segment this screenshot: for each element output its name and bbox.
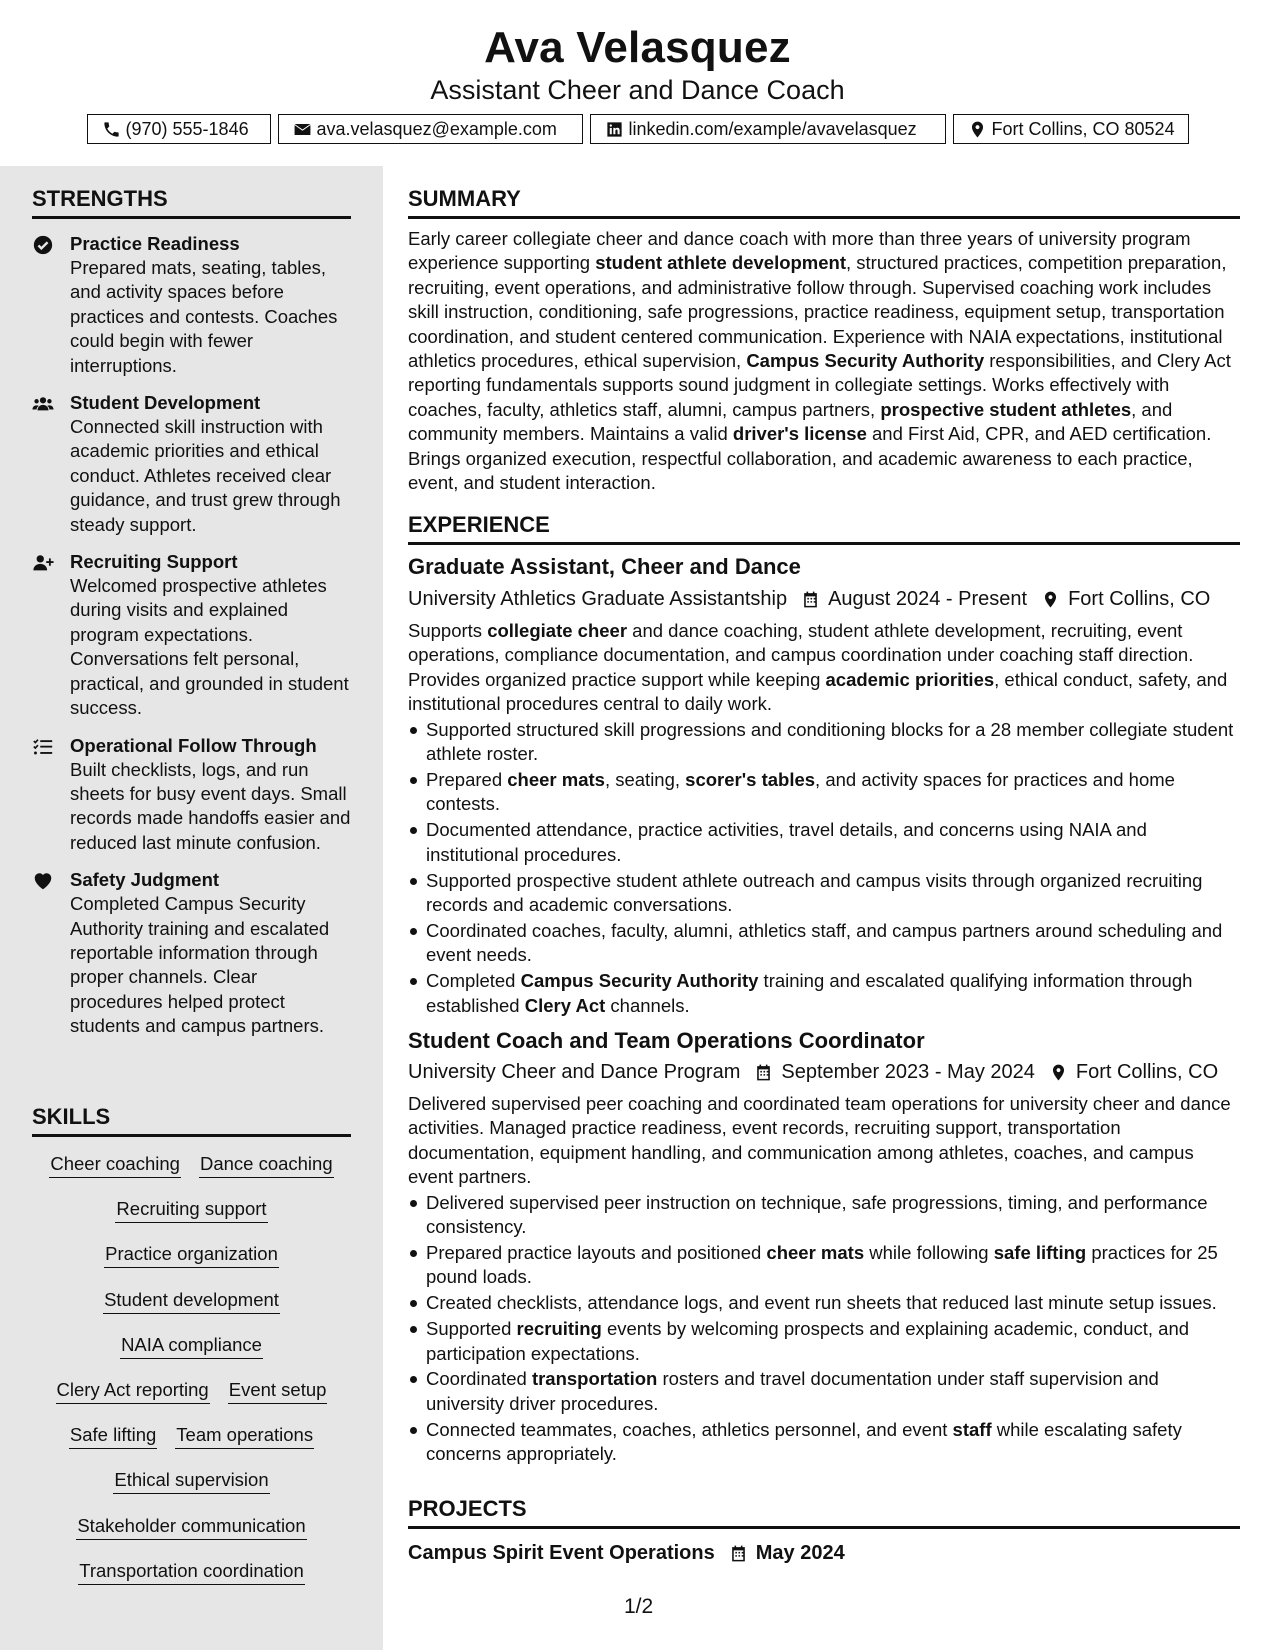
bold-text: prospective student athletes: [880, 398, 1132, 420]
strength-title: Student Development: [70, 392, 261, 414]
skill-tag: NAIA compliance: [120, 1332, 263, 1359]
project-date: May 2024: [755, 1542, 845, 1564]
skill-tag: Stakeholder communication: [76, 1513, 306, 1540]
skills-list: [32, 1151, 351, 1603]
strength-title: Recruiting Support: [70, 551, 238, 573]
text-run: Delivered supervised peer instruction on technique, safe progressions, timing, and performance consistency.: [426, 1191, 1208, 1238]
location-contact[interactable]: [953, 114, 1189, 144]
text-run: , and activity spaces for practices and home contests.: [426, 768, 1175, 815]
contact-bar: [0, 114, 1275, 144]
candidate-name: Ava Velasquez: [484, 23, 791, 72]
bullet-item: [408, 1317, 1240, 1366]
text-run: , structured practices, competition preparation, recruiting, event operations, and administrative follow through. Supervised coaching work includes skill instruction, conditioning, safe progressions, practice readiness, equipment setup, transportation coordination, and student centered communication. Experience with NAIA expectations, institutional athletics procedures, ethical supervision,: [408, 252, 1227, 372]
map-pin-icon: [1049, 1063, 1068, 1082]
text-run: while following: [864, 1241, 994, 1263]
job-title: Graduate Assistant, Cheer and Dance: [408, 554, 801, 579]
bullet-item: [408, 869, 1240, 918]
text-run: practices for 25 pound loads.: [426, 1241, 1218, 1288]
candidate-role: Assistant Cheer and Dance Coach: [430, 75, 845, 105]
text-run: Created checklists, attendance logs, and event run sheets that reduced last minute setup issues.: [426, 1292, 1217, 1314]
bullet-item: [408, 969, 1240, 1018]
bullet-item: [408, 1291, 1240, 1315]
bullet-item: [408, 818, 1240, 867]
bold-text: academic priorities: [825, 668, 995, 690]
text-run: Coordinated: [426, 1368, 532, 1390]
heart-icon: [32, 870, 54, 892]
bold-text: collegiate cheer: [487, 620, 628, 641]
phone-icon: [102, 120, 121, 139]
bold-text: student athlete development: [595, 252, 847, 274]
text-run: Completed: [426, 970, 521, 992]
bold-text: cheer mats: [766, 1241, 865, 1263]
user-plus-icon: [32, 552, 54, 574]
summary-text: [408, 227, 1240, 495]
strengths-section: [32, 186, 351, 1039]
page-number: 1/2: [624, 1595, 654, 1618]
text-run: channels.: [605, 994, 690, 1016]
main-content: [408, 166, 1240, 1650]
strengths-heading: STRENGTHS: [32, 186, 351, 219]
map-pin-icon: [968, 120, 987, 139]
skills-heading: SKILLS: [32, 1104, 351, 1137]
skill-tag: Cheer coaching: [49, 1151, 181, 1178]
bullet-item: [408, 1241, 1240, 1290]
map-pin-icon: [1041, 590, 1060, 609]
strength-item: [32, 391, 351, 537]
project-title: Campus Spirit Event Operations: [408, 1542, 715, 1564]
email-text: ava.velasquez@example.com: [316, 118, 557, 139]
linkedin-contact[interactable]: [590, 114, 946, 144]
strength-title: Operational Follow Through: [70, 734, 317, 756]
project-entry: [408, 1539, 1240, 1567]
bold-text: cheer mats: [507, 768, 605, 790]
strength-item: [32, 232, 351, 378]
text-run: , and community members. Maintains a valid: [408, 398, 1173, 445]
text-run: responsibilities, and Clery Act reporting fundamentals supports sound judgment in collegiate settings. Works effectively with coaches, faculty, athletics staff, alumni, campus partners,: [408, 350, 1231, 420]
job-location: Fort Collins, CO: [1068, 588, 1211, 610]
calendar-icon: [729, 1544, 748, 1563]
text-run: , seating,: [604, 768, 686, 790]
phone-text: (970) 555-1846: [125, 118, 249, 139]
text-run: Supported: [426, 1318, 517, 1340]
text-run: Prepared practice layouts and positioned: [426, 1241, 767, 1263]
resume-header: [0, 0, 1275, 166]
job-org: University Cheer and Dance Program: [408, 1061, 741, 1083]
projects-heading: PROJECTS: [408, 1496, 1240, 1529]
text-run: Supported structured skill progressions and conditioning blocks for a 28 member collegiate student athlete roster.: [426, 718, 1234, 765]
strength-item: [32, 734, 351, 856]
bold-text: transportation: [531, 1368, 658, 1390]
bullet-item: [408, 1418, 1240, 1467]
strength-body: Welcomed prospective athletes during visits and explained program expectations. Conversations felt personal, practical, and grounded in student success.: [70, 575, 349, 719]
text-run: rosters and travel documentation under staff supervision and university driver procedures.: [426, 1368, 1159, 1414]
experience-heading: EXPERIENCE: [408, 512, 1240, 545]
bullet-item: [408, 718, 1240, 767]
text-run: while escalating safety concerns appropriately.: [426, 1418, 1182, 1465]
bold-text: Campus Security Authority: [746, 350, 985, 372]
bold-text: Clery Act: [524, 994, 606, 1016]
bold-text: recruiting: [516, 1318, 602, 1340]
linkedin-text: linkedin.com/example/avavelasquez: [628, 118, 917, 139]
job-entry: [408, 1027, 1240, 1467]
job-org: University Athletics Graduate Assistantship: [408, 588, 788, 610]
strength-item: [32, 550, 351, 720]
skill-tag: Clery Act reporting: [56, 1377, 210, 1404]
bold-text: staff: [952, 1418, 992, 1440]
skill-tag: Event setup: [228, 1377, 328, 1404]
text-run: Connected teammates, coaches, athletics personnel, and event: [426, 1418, 953, 1440]
bold-text: safe lifting: [993, 1241, 1087, 1263]
skill-tag: Recruiting support: [115, 1196, 267, 1223]
summary-section: [408, 186, 1240, 495]
list-check-icon: [32, 736, 54, 758]
users-icon: [32, 393, 54, 415]
calendar-icon: [754, 1063, 773, 1082]
skill-tag: Student development: [103, 1287, 280, 1314]
sidebar: [0, 166, 383, 1650]
job-entry: [408, 553, 1240, 1018]
text-run: Coordinated coaches, faculty, alumni, athletics staff, and campus partners around scheduling and event needs.: [426, 919, 1223, 966]
strength-title: Safety Judgment: [70, 869, 220, 891]
text-run: Delivered supervised peer coaching and coordinated team operations for university cheer and dance activities. Managed practice readiness, event records, recruiting support, transportation documentation, equipment handling, and communication among athletes, coaches, and campus event partners.: [408, 1093, 1231, 1188]
job-dates: August 2024 - Present: [828, 588, 1028, 610]
projects-section: [408, 1496, 1240, 1567]
strength-title: Practice Readiness: [70, 233, 240, 254]
job-meta: [408, 1058, 1240, 1086]
text-run: Early career collegiate cheer and dance coach with more than three years of university program experience supporting: [408, 228, 1191, 274]
job-description: [408, 619, 1240, 717]
text-run: Documented attendance, practice activities, travel details, and concerns using NAIA and institutional procedures.: [426, 819, 1147, 865]
linkedin-icon: [605, 120, 624, 139]
job-dates: September 2023 - May 2024: [781, 1061, 1035, 1083]
skill-tag: Ethical supervision: [113, 1467, 269, 1494]
job-location: Fort Collins, CO: [1075, 1061, 1219, 1083]
check-circle-icon: [32, 234, 54, 256]
job-description: [408, 1092, 1240, 1190]
skills-section: [32, 1104, 351, 1603]
bullet-item: [408, 919, 1240, 968]
bullet-item: [408, 1191, 1240, 1240]
phone-contact[interactable]: [87, 114, 271, 144]
envelope-icon: [293, 120, 312, 139]
strength-body: Built checklists, logs, and run sheets for busy event days. Small records made handoffs easier and reduced last minute confusion.: [70, 758, 351, 853]
text-run: Prepared: [426, 768, 508, 790]
text-run: , ethical conduct, safety, and institutional procedures central to daily work.: [408, 668, 1228, 715]
bullet-item: [408, 768, 1240, 817]
job-bullets: [408, 718, 1240, 1018]
bold-text: scorer's tables: [685, 768, 816, 790]
job-bullets: [408, 1191, 1240, 1467]
skill-tag: Team operations: [175, 1422, 314, 1449]
strength-body: Prepared mats, seating, tables, and activity spaces before practices and contests. Coaches could begin with fewer interruptions.: [70, 257, 338, 376]
text-run: events by welcoming prospects and explaining academic, conduct, and participation expectations.: [426, 1318, 1190, 1364]
experience-section: [408, 512, 1240, 1468]
summary-heading: SUMMARY: [408, 186, 1240, 219]
text-run: and dance coaching, student athlete development, recruiting, event operations, compliance documentation, and campus coordination under coaching staff direction. Provides organized practice support while keeping: [408, 620, 1194, 690]
job-meta: [408, 585, 1240, 613]
text-run: training and escalated qualifying information through established: [426, 970, 1193, 1016]
bullet-item: [408, 1367, 1240, 1416]
bold-text: driver's license: [732, 423, 867, 445]
strength-item: [32, 868, 351, 1038]
skill-tag: Dance coaching: [199, 1151, 334, 1178]
bold-text: Campus Security Authority: [520, 970, 759, 992]
job-title: Student Coach and Team Operations Coordinator: [408, 1028, 925, 1053]
location-text: Fort Collins, CO 80524: [991, 118, 1175, 139]
text-run: Supported prospective student athlete outreach and campus visits through organized recruiting records and academic conversations.: [426, 869, 1203, 915]
text-run: and First Aid, CPR, and AED certification. Brings organized execution, respectful collaboration, and academic awareness to each practice, event, and student interaction.: [408, 423, 1212, 494]
calendar-icon: [801, 590, 820, 609]
email-contact[interactable]: [278, 114, 583, 144]
skill-tag: Transportation coordination: [78, 1558, 305, 1585]
skill-tag: Practice organization: [104, 1241, 279, 1268]
text-run: Supports: [408, 620, 488, 641]
strength-body: Completed Campus Security Authority training and escalated reportable information through proper channels. Clear procedures helped protect students and campus partners.: [70, 893, 330, 1037]
strength-body: Connected skill instruction with academic priorities and ethical conduct. Athletes received clear guidance, and trust grew through steady support.: [70, 416, 341, 535]
skill-tag: Safe lifting: [69, 1422, 157, 1449]
